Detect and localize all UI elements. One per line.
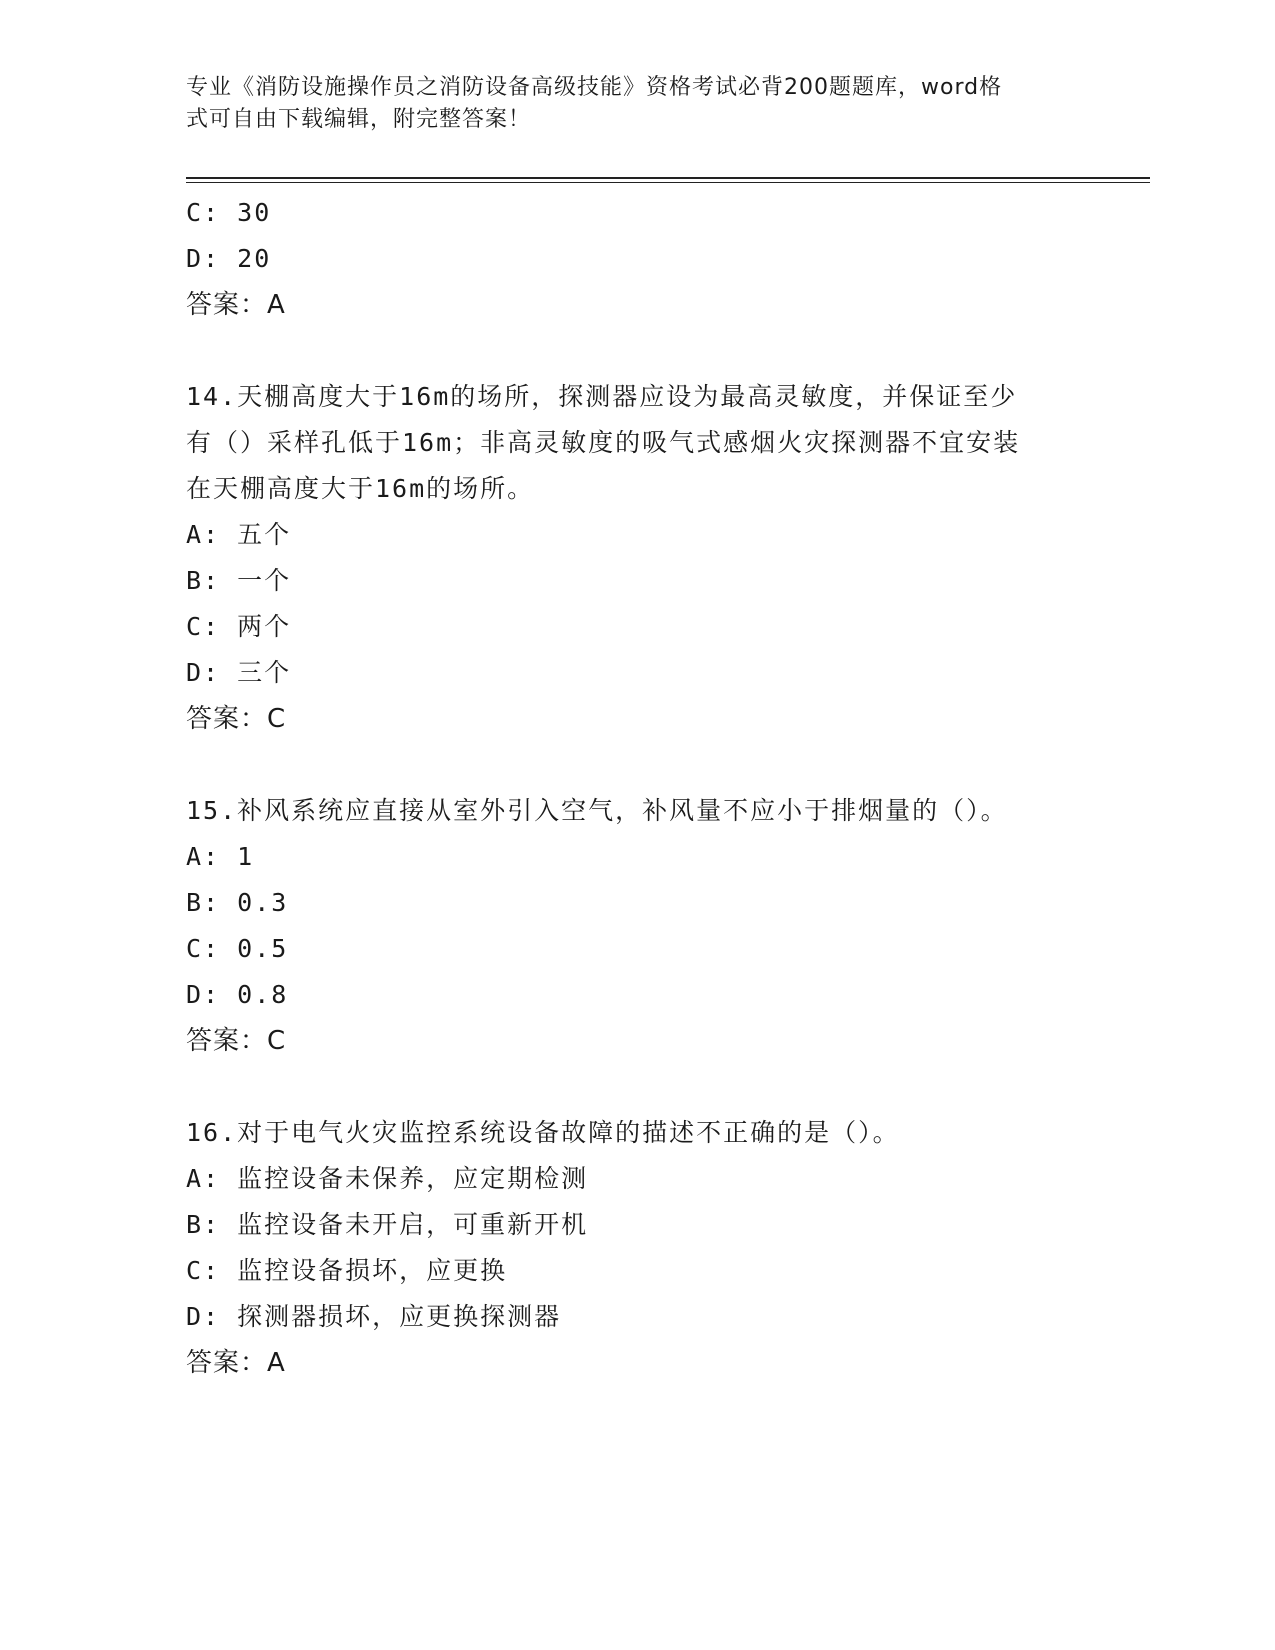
option-c: C: 两个 (186, 612, 292, 641)
option-b: B: 一个 (186, 566, 292, 595)
header-divider-thick (186, 177, 1150, 179)
question-text: 14.天棚高度大于16m的场所，探测器应设为最高灵敏度，并保证至少 (186, 382, 1018, 411)
option-c: C: 监控设备损坏，应更换 (186, 1256, 508, 1285)
answer-line: 答案：A (186, 290, 286, 320)
header-line-1: 专业《消防设施操作员之消防设备高级技能》资格考试必背200题题库，word格 (186, 75, 1003, 100)
answer-line: 答案：A (186, 1348, 286, 1378)
question-text: 16.对于电气火灾监控系统设备故障的描述不正确的是（）。 (186, 1118, 900, 1147)
question-text: 在天棚高度大于16m的场所。 (186, 474, 535, 503)
spacer (186, 1064, 1086, 1110)
option-d: D: 0.8 (186, 980, 289, 1009)
option-d: D: 20 (186, 244, 272, 273)
header-line-2: 式可自由下载编辑，附完整答案！ (186, 107, 532, 132)
option-b: B: 监控设备未开启，可重新开机 (186, 1210, 589, 1239)
header-divider-thin (186, 182, 1150, 183)
previous-question-tail (186, 190, 1086, 328)
option-a: A: 监控设备未保养，应定期检测 (186, 1164, 589, 1193)
option-d: D: 探测器损坏，应更换探测器 (186, 1302, 562, 1331)
question-16 (186, 1110, 1086, 1386)
question-text: 15.补风系统应直接从室外引入空气，补风量不应小于排烟量的（）。 (186, 796, 1008, 825)
question-14 (186, 374, 1086, 742)
spacer (186, 328, 1086, 374)
option-c: C: 30 (186, 198, 272, 227)
document-body (186, 190, 1086, 1386)
option-d: D: 三个 (186, 658, 292, 687)
question-text: 有（）采样孔低于16m；非高灵敏度的吸气式感烟火灾探测器不宜安装 (186, 428, 1021, 457)
option-b: B: 0.3 (186, 888, 289, 917)
page-header (186, 72, 1066, 136)
option-a: A: 1 (186, 842, 255, 871)
answer-line: 答案：C (186, 1026, 287, 1056)
option-c: C: 0.5 (186, 934, 289, 963)
option-a: A: 五个 (186, 520, 292, 549)
answer-line: 答案：C (186, 704, 287, 734)
spacer (186, 742, 1086, 788)
question-15 (186, 788, 1086, 1064)
